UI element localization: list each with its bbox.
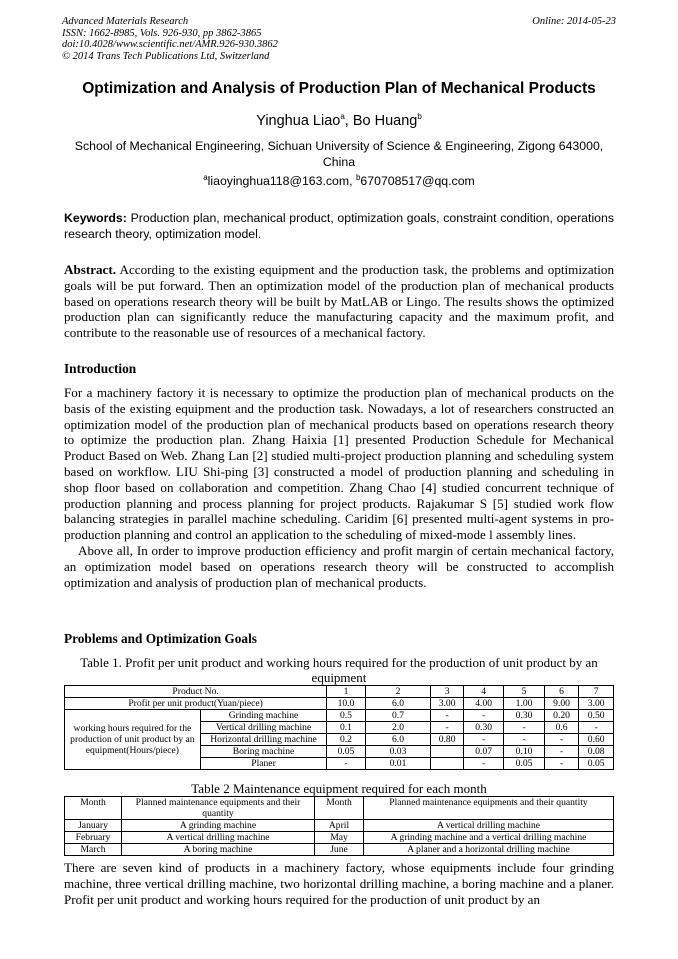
table-cell: 0.20 — [544, 710, 579, 722]
table-cell: A boring machine — [122, 844, 315, 856]
table-cell — [431, 746, 464, 758]
author-list — [40, 113, 638, 129]
author-1-affil-mark: a — [340, 112, 345, 122]
table-cell: 6.0 — [365, 734, 431, 746]
paper-title: Optimization and Analysis of Production Plan of Mechanical Products — [82, 80, 596, 97]
hours-label: working hours required for the production of unit product by an equipment(Hours/piece) — [65, 710, 201, 770]
table-header-row — [65, 797, 614, 820]
problems-body: There are seven kind of products in a machinery factory, whose equipments include four grinding machine, three vertical drilling machine, two horizontal drilling machine, a boring machine and a planer. Profit per unit product and working hours required for the production of unit product by an — [64, 860, 614, 907]
author-1: Yinghua Liao — [256, 113, 341, 129]
table-cell: - — [463, 710, 503, 722]
table-cell: 9.00 — [544, 698, 579, 710]
table2 — [64, 796, 614, 856]
table-cell — [431, 758, 464, 770]
table-cell: 0.10 — [504, 746, 544, 758]
table-cell: - — [544, 734, 579, 746]
table-cell: 1 — [327, 686, 365, 698]
table-cell: 0.07 — [463, 746, 503, 758]
affiliation: School of Mechanical Engineering, Sichuan University of Science & Engineering, Zigong 643000, China — [74, 139, 604, 169]
issn-line: ISSN: 1662-8985, Vols. 926-930, pp 3862-3865 — [62, 27, 262, 39]
table-row — [65, 832, 614, 844]
table-cell: 3.00 — [431, 698, 464, 710]
machine-label: Planer — [200, 758, 326, 770]
profit-label: Profit per unit product(Yuan/piece) — [65, 698, 327, 710]
table-cell: 2 — [365, 686, 431, 698]
table-row — [65, 844, 614, 856]
online-date: Online: 2014-05-23 — [532, 16, 616, 27]
table-cell: 0.5 — [327, 710, 365, 722]
table-cell: February — [65, 832, 122, 844]
introduction-body — [64, 385, 614, 590]
author-2-affil-mark: b — [417, 112, 422, 122]
email-a-mark: a — [203, 172, 208, 182]
table-cell: 4.00 — [463, 698, 503, 710]
table-cell: 0.05 — [504, 758, 544, 770]
table-cell: 0.05 — [327, 746, 365, 758]
column-header: Month — [315, 797, 364, 820]
table-cell: - — [544, 758, 579, 770]
table-cell: 5 — [504, 686, 544, 698]
table-cell: 0.7 — [365, 710, 431, 722]
machine-label: Vertical drilling machine — [200, 722, 326, 734]
problems-heading: Problems and Optimization Goals — [64, 631, 257, 646]
intro-paragraph-1: For a machinery factory it is necessary to optimize the production plan of mechanical products on the basis of the existing equipment and the production task. Nowadays, a lot of researchers constructed an optimization model of the production plan of mechanical products based on operations research theory to optimize the production plan. Zhang Haixia [1] presented Production Schedule for Mechanical Product Based on Web. Zhang Lan [2] studied multi-project production planning and scheduling system based on workflow. LIU Shi-ping [3] constructed a model of production planning and scheduling in shop floor based on collaboration and competition. Zhang Chao [4] studied concurrent technique of production planning and process planning for project products. Rajakumar S [5] studied work flow balancing strategies in parallel machine scheduling. Caridim [6] presented multi-agent systems in pro-production planning and control an application to the scheduling of mixed-mode l assembly lines. — [64, 385, 614, 543]
table-row — [65, 820, 614, 832]
table-cell: - — [431, 710, 464, 722]
table-cell: - — [463, 734, 503, 746]
table-cell: 7 — [579, 686, 614, 698]
table-cell: 10.0 — [327, 698, 365, 710]
table1-caption: Table 1. Profit per unit product and working hours required for the production of unit product by an equipment — [80, 655, 598, 685]
table-cell: A vertical drilling machine — [122, 832, 315, 844]
table-cell: 0.50 — [579, 710, 614, 722]
column-header: Planned maintenance equipments and their quantity — [364, 797, 614, 820]
author-separator: , — [344, 113, 353, 129]
column-header: Planned maintenance equipments and their quantity — [122, 797, 315, 820]
table-cell: - — [579, 722, 614, 734]
table-cell: 1.00 — [504, 698, 544, 710]
doi-line: doi:10.4028/www.scientific.net/AMR.926-930.3862 — [62, 39, 278, 50]
table-cell: 3.00 — [579, 698, 614, 710]
product-no-label: Product No. — [65, 686, 327, 698]
copyright-line: © 2014 Trans Tech Publications Ltd, Switzerland — [62, 50, 270, 62]
table-cell: - — [544, 746, 579, 758]
table-row — [65, 686, 614, 698]
table-cell: 6 — [544, 686, 579, 698]
email-b-mark: b — [355, 172, 361, 182]
machine-label: Boring machine — [200, 746, 326, 758]
table-cell: A grinding machine and a vertical drilling machine — [364, 832, 614, 844]
table-cell: 0.2 — [327, 734, 365, 746]
keywords — [64, 211, 614, 242]
abstract — [64, 262, 614, 341]
table-cell: 0.05 — [579, 758, 614, 770]
table-cell: May — [315, 832, 364, 844]
table-cell: 0.1 — [327, 722, 365, 734]
introduction-heading: Introduction — [64, 361, 137, 376]
email-a: liaoyinghua118@163.com, — [207, 174, 356, 188]
table-row — [65, 710, 614, 722]
table-cell: January — [65, 820, 122, 832]
table-cell: A planer and a horizontal drilling machine — [364, 844, 614, 856]
table-cell: 0.03 — [365, 746, 431, 758]
machine-label: Horizontal drilling machine — [200, 734, 326, 746]
table-cell: April — [315, 820, 364, 832]
intro-paragraph-2: Above all, In order to improve production efficiency and profit margin of certain mechanical factory, an optimization model based on operations research theory will be constructed to accomplish optimization and analysis of production plan of mechanical products. — [64, 542, 614, 590]
table2-caption: Table 2 Maintenance equipment required for each month — [191, 781, 487, 796]
table-cell: - — [431, 722, 464, 734]
table-cell: 0.60 — [579, 734, 614, 746]
abstract-text: According to the existing equipment and the production task, the problems and optimization goals will be put forward. Then an optimization model of the production plan of mechanical products based on operations research theory will be built by MatLAB or Lingo. The results shows the optimized production plan can significantly reduce the manufacturing capacity and the maximum profit, and contribute to the reasonable use of resources of a mechanical factory. — [64, 262, 614, 341]
table-cell: - — [504, 722, 544, 734]
table-row — [65, 698, 614, 710]
journal-header — [62, 16, 616, 62]
table-cell: 3 — [431, 686, 464, 698]
table-cell: 0.30 — [504, 710, 544, 722]
table-cell: - — [327, 758, 365, 770]
table-cell: June — [315, 844, 364, 856]
table-cell: A grinding machine — [122, 820, 315, 832]
author-2: Bo Huang — [352, 113, 418, 129]
table-cell: 0.80 — [431, 734, 464, 746]
email-b: 670708517@qq.com — [360, 174, 475, 188]
email-line — [40, 174, 638, 188]
table-cell: 2.0 — [365, 722, 431, 734]
table-cell: A vertical drilling machine — [364, 820, 614, 832]
abstract-label: Abstract. — [64, 262, 116, 277]
table-cell: 0.08 — [579, 746, 614, 758]
table1 — [64, 685, 614, 770]
table-cell: 0.01 — [365, 758, 431, 770]
table-cell: March — [65, 844, 122, 856]
table-cell: - — [463, 758, 503, 770]
table-cell: 0.30 — [463, 722, 503, 734]
keywords-label: Keywords: — [64, 211, 127, 225]
table-cell: 0.6 — [544, 722, 579, 734]
keywords-text: Production plan, mechanical product, optimization goals, constraint condition, operations research theory, optimization model. — [64, 211, 614, 241]
machine-label: Grinding machine — [200, 710, 326, 722]
table-cell: 6.0 — [365, 698, 431, 710]
journal-name: Advanced Materials Research — [62, 16, 189, 27]
table-cell: 4 — [463, 686, 503, 698]
column-header: Month — [65, 797, 122, 820]
table-cell: - — [504, 734, 544, 746]
